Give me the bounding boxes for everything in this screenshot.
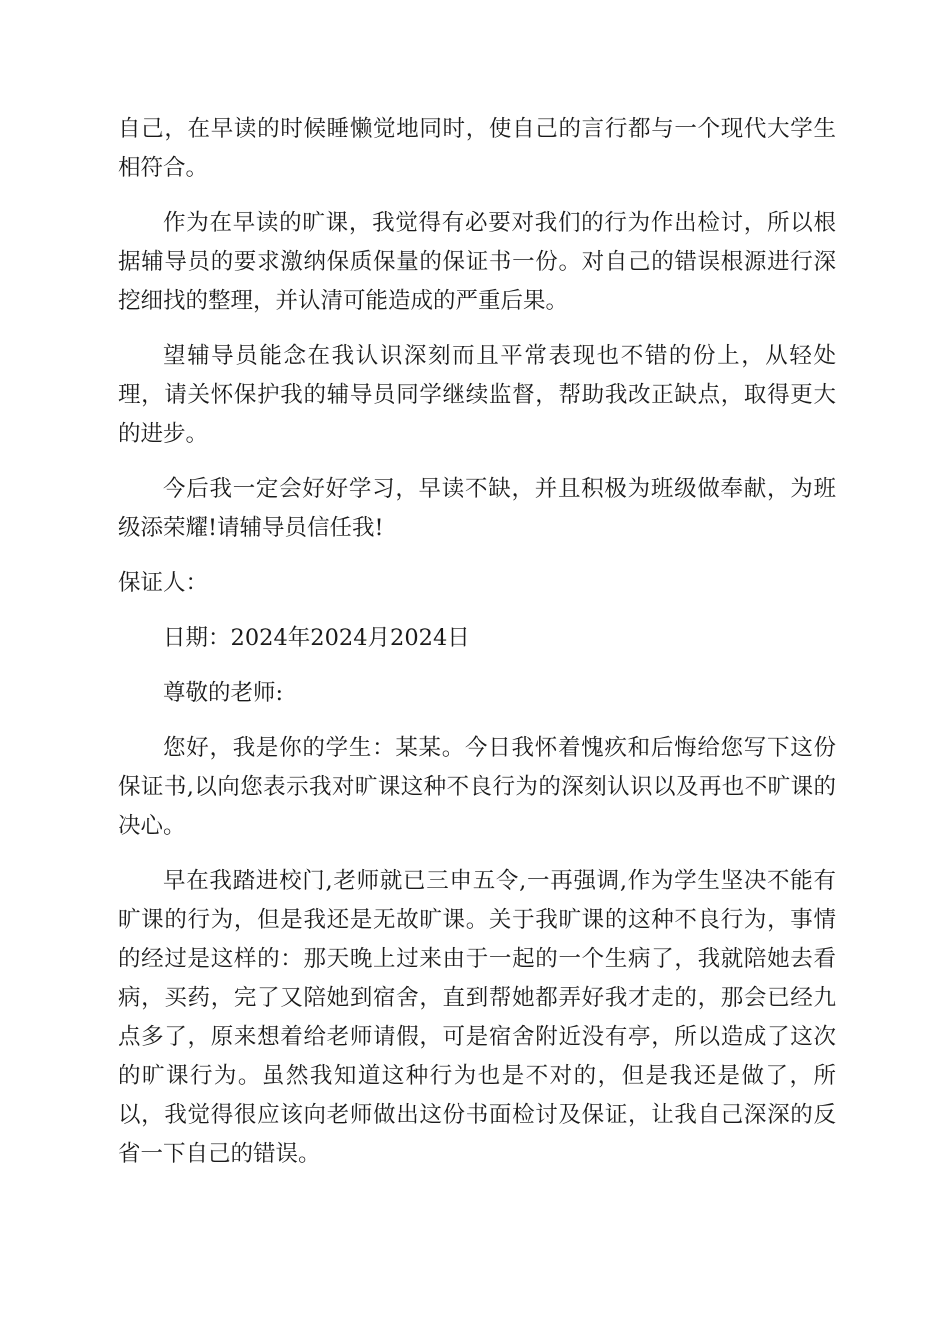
guarantor-line: 保证人：: [118, 570, 209, 596]
document-body: [118, 110, 836, 1190]
paragraph-continuation: 自己，在早读的时候睡懒觉地同时，使自己的言行都与一个现代大学生相符合。: [118, 116, 836, 181]
paragraph-leniency-request: 望辅导员能念在我认识深刻而且平常表现也不错的份上，从轻处理，请关怀保护我的辅导员同学继续监督，帮助我改正缺点，取得更大的进步。: [118, 343, 836, 447]
date-line: 日期：2024年2024月2024日: [163, 625, 470, 651]
paragraph-incident-account: 早在我踏进校门,老师就已三申五令,一再强调,作为学生坚决不能有旷课的行为，但是我还是无故旷课。关于我旷课的这种不良行为，事情的经过是这样的：那天晚上过来由于一起的一个生病了，我就陪她去看病，买药，完了又陪她到宿舍，直到帮她都弄好我才走的，那会已经九点多了，原来想着给老师请假，可是宿舍附近没有亭，所以造成了这次的旷课行为。虽然我知道这种行为也是不对的，但是我还是做了，所以，我觉得很应该向老师做出这份书面检讨及保证，让我自己深深的反省一下自己的错误。: [118, 868, 836, 1167]
paragraph-greeting: 您好，我是你的学生：某某。今日我怀着愧疚和后悔给您写下这份保证书,以向您表示我对旷课这种不良行为的深刻认识以及再也不旷课的决心。: [118, 735, 836, 839]
paragraph-future-commitment: 今后我一定会好好学习，早读不缺，并且积极为班级做奉献，为班级添荣耀!请辅导员信任我!: [118, 476, 836, 541]
salutation: 尊敬的老师:: [163, 680, 284, 706]
paragraph-truancy-reflection: 作为在早读的旷课，我觉得有必要对我们的行为作出检讨，所以根据辅导员的要求激纳保质保量的保证书一份。对自己的错误根源进行深挖细找的整理，并认清可能造成的严重后果。: [118, 210, 836, 314]
